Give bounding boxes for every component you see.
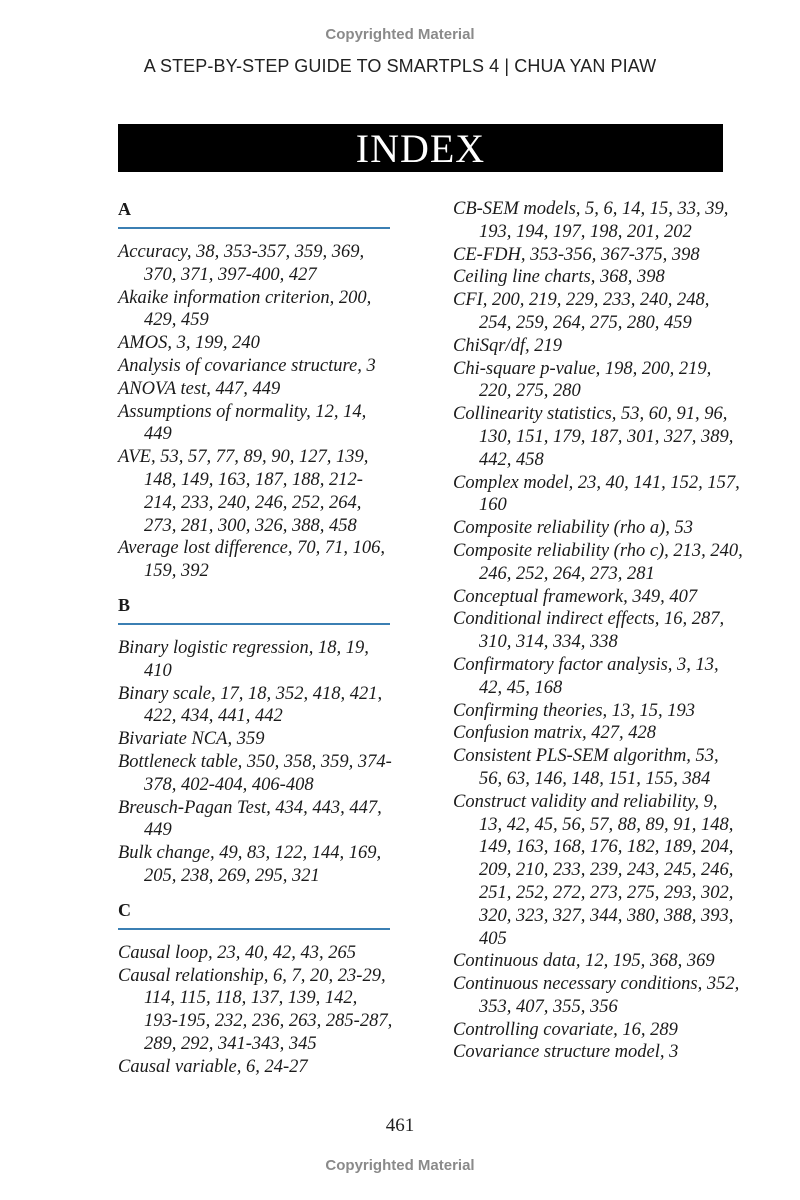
index-entry: Causal relationship, 6, 7, 20, 23-29, 114, 115, 118, 137, 139, 142, 193-195, 232, 236, 263, 285-287, 289, 292, 341-343, 345 — [118, 965, 393, 1054]
index-entry: Bivariate NCA, 359 — [118, 729, 265, 750]
index-entry: Construct validity and reliability, 9, 13, 42, 45, 56, 57, 88, 89, 91, 148, 149, 163, 168, 176, 182, 189, 204, 209, 210, 233, 239, 243, 245, 246, 251, 252, 272, 273, 275, 293, 302, 320, 323, 327, 344, 380, 388, 393, 405 — [453, 791, 734, 949]
section-divider — [118, 623, 390, 625]
index-entry: Average lost difference, 70, 71, 106, 159, 392 — [118, 538, 385, 582]
index-entry: Causal variable, 6, 24-27 — [118, 1056, 308, 1077]
index-entry: Accuracy, 38, 353-357, 359, 369, 370, 371, 397-400, 427 — [118, 242, 365, 285]
copyright-notice-bottom: Copyrighted Material — [325, 1157, 475, 1174]
index-entry: Binary scale, 17, 18, 352, 418, 421, 422, 434, 441, 442 — [118, 683, 383, 727]
index-entry: Binary logistic regression, 18, 19, 410 — [118, 637, 369, 681]
section-divider — [118, 227, 390, 229]
index-entry: Controlling covariate, 16, 289 — [453, 1019, 678, 1040]
index-entry: Akaike information criterion, 200, 429, 459 — [118, 287, 372, 331]
index-entry: Collinearity statistics, 53, 60, 91, 96, 130, 151, 179, 187, 301, 327, 389, 442, 458 — [453, 404, 734, 470]
index-title: INDEX — [355, 125, 486, 171]
index-entry: Confirmatory factor analysis, 3, 13, 42, 45, 168 — [453, 654, 719, 698]
copyright-notice-top: Copyrighted Material — [325, 26, 475, 43]
index-entry: AMOS, 3, 199, 240 — [118, 333, 260, 354]
index-entry: CB-SEM models, 5, 6, 14, 15, 33, 39, 193, 194, 197, 198, 201, 202 — [453, 199, 729, 242]
index-entry: Confirming theories, 13, 15, 193 — [453, 700, 696, 721]
index-entry: Ceiling line charts, 368, 398 — [453, 267, 665, 288]
index-entry: Conditional indirect effects, 16, 287, 310, 314, 334, 338 — [453, 609, 725, 653]
index-section-b — [118, 594, 393, 888]
index-entry: Causal loop, 23, 40, 42, 43, 265 — [118, 942, 356, 963]
index-entry: Analysis of covariance structure, 3 — [118, 355, 376, 376]
index-entry: Chi-square p-value, 198, 200, 219, 220, 275, 280 — [453, 358, 712, 402]
running-head: A STEP-BY-STEP GUIDE TO SMARTPLS 4 | CHUA YAN PIAW — [143, 56, 657, 76]
index-entry: Conceptual framework, 349, 407 — [453, 586, 698, 607]
section-letter: C — [118, 899, 131, 920]
index-banner — [118, 124, 723, 172]
section-letter: B — [118, 594, 131, 615]
index-entry: Breusch-Pagan Test, 434, 443, 447, 449 — [118, 797, 382, 841]
index-entry: Composite reliability (rho a), 53 — [453, 518, 693, 539]
index-entry: AVE, 53, 57, 77, 89, 90, 127, 139, 148, 149, 163, 187, 188, 212-214, 233, 240, 246, 252, 264, 273, 281, 300, 326, 388, 458 — [118, 447, 369, 536]
index-entry: Continuous necessary conditions, 352, 353, 407, 355, 356 — [453, 974, 740, 1017]
index-entry: CFI, 200, 219, 229, 233, 240, 248, 254, 259, 264, 275, 280, 459 — [453, 290, 710, 333]
index-column-right — [453, 198, 743, 1064]
index-entry: Composite reliability (rho c), 213, 240, 246, 252, 264, 273, 281 — [453, 540, 743, 584]
index-entry: Covariance structure model, 3 — [453, 1042, 679, 1063]
index-entry: Continuous data, 12, 195, 368, 369 — [453, 951, 715, 972]
index-section-c — [118, 899, 393, 1079]
index-entry: Assumptions of normality, 12, 14, 449 — [118, 401, 367, 445]
index-entry: Bulk change, 49, 83, 122, 144, 169, 205, 238, 269, 295, 321 — [118, 843, 382, 886]
index-entry: ChiSqr/df, 219 — [453, 335, 562, 356]
index-entry: ANOVA test, 447, 449 — [118, 378, 281, 399]
index-entry: Bottleneck table, 350, 358, 359, 374-378, 402-404, 406-408 — [118, 751, 392, 795]
index-section-a — [118, 198, 393, 583]
section-divider — [118, 928, 390, 930]
index-column-left — [118, 198, 393, 1090]
section-letter: A — [118, 199, 131, 219]
index-entry: Consistent PLS-SEM algorithm, 53, 56, 63, 146, 148, 151, 155, 384 — [453, 746, 719, 789]
index-entry: Confusion matrix, 427, 428 — [453, 723, 656, 744]
index-entry: CE-FDH, 353-356, 367-375, 398 — [453, 244, 700, 265]
page-number: 461 — [385, 1115, 415, 1136]
index-entry: Complex model, 23, 40, 141, 152, 157, 160 — [453, 472, 740, 516]
